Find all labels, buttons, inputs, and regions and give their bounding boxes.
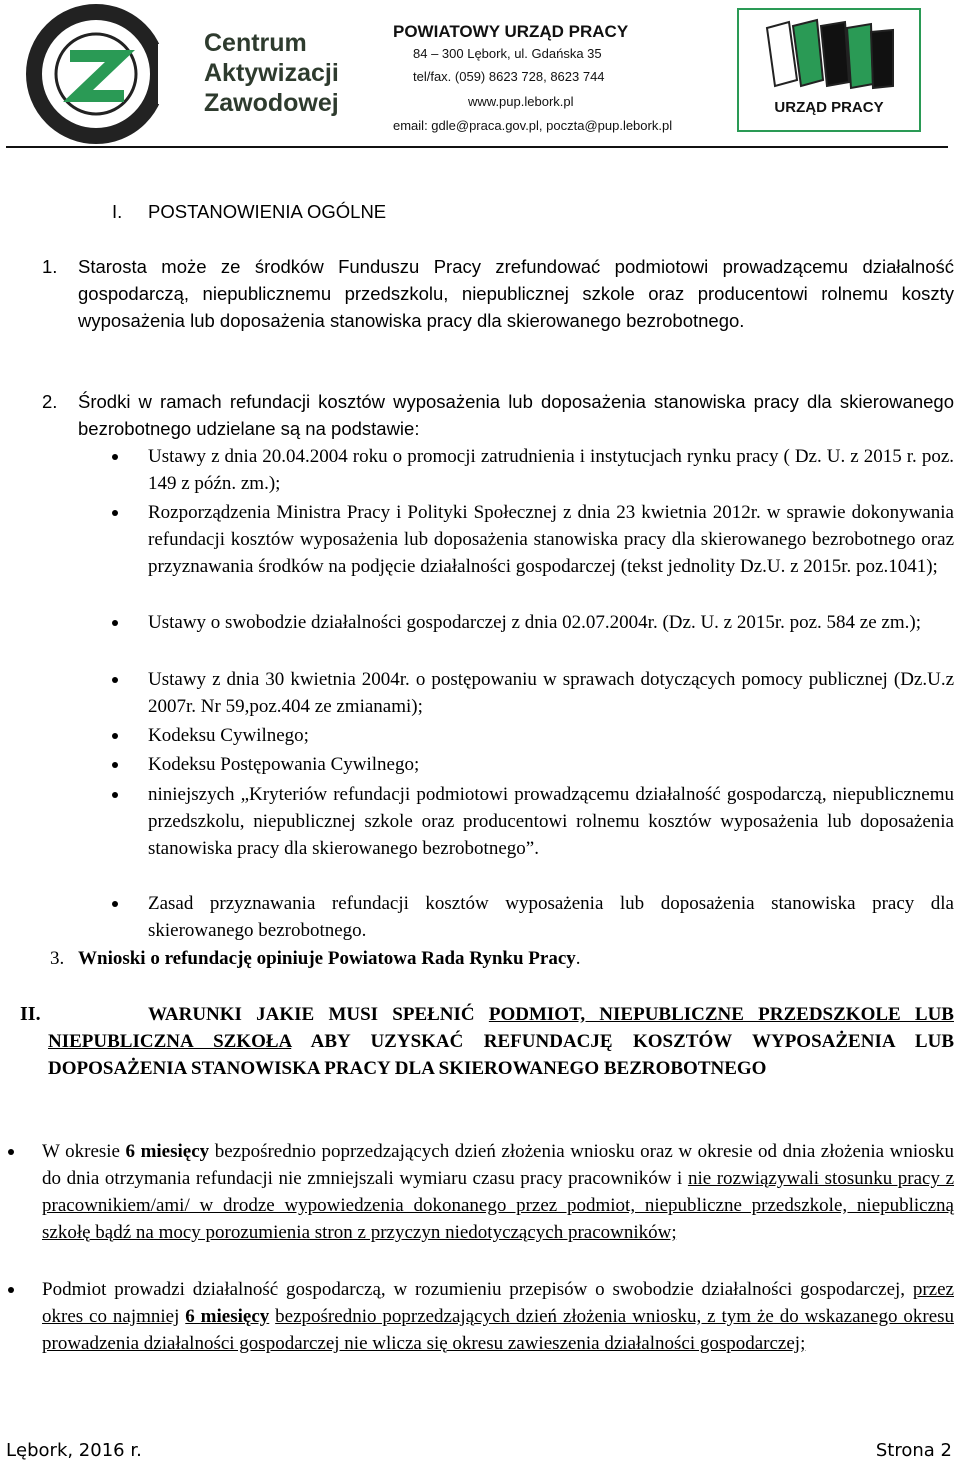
bullet-icon	[112, 901, 118, 907]
footer-location-date: Lębork, 2016 r.	[6, 1440, 142, 1461]
cz-title-line2: Aktywizacji	[204, 59, 339, 87]
bullet-icon	[112, 510, 118, 516]
p3-text	[78, 945, 954, 972]
pup-phone: tel/fax. (059) 8623 728, 8623 744	[413, 69, 605, 84]
p2-text: Środki w ramach refundacji kosztów wyposażenia lub doposażenia stanowiska pracy dla skierowanego bezrobotnego udzielane są na podstawie:	[78, 391, 954, 439]
urzad-pracy-logo-icon	[737, 8, 921, 132]
section1-heading-num: I.	[112, 201, 123, 222]
p2-num: 2.	[42, 391, 58, 412]
section2-heading	[48, 1001, 954, 1082]
section1-heading	[112, 198, 512, 225]
basis-item-3: Ustawy o swobodzie działalności gospodarczej z dnia 02.07.2004r. (Dz. U. z 2015r. poz. 584 ze zm.);	[148, 612, 921, 633]
bullet-icon	[8, 1149, 14, 1155]
cz-title-line3: Zawodowej	[204, 89, 339, 117]
p1-num: 1.	[42, 256, 58, 277]
section1-heading-text: POSTANOWIENIA OGÓLNE	[148, 201, 387, 222]
cz-logo-icon	[8, 4, 190, 144]
pup-email: email: gdle@praca.gov.pl, poczta@pup.lebork.pl	[393, 118, 673, 133]
condition-1-underlined: nie rozwiązywali stosunku pracy z pracownikiem/ami/ w drodze wypowiedzenia dokonanego przez podmiot, niepubliczne przedszkole, niepubliczną szkołę bądź na mocy porozumienia stron z przyczyn niedotyczących pracowników;	[42, 1168, 955, 1243]
condition-2-pre: Podmiot prowadzi działalność gospodarczą, w rozumieniu przepisów o swobodzie działalności gospodarczej,	[42, 1279, 906, 1300]
bullet-icon	[112, 733, 118, 739]
footer-page-number: Strona 2	[875, 1440, 952, 1461]
p1-text: Starosta może ze środków Funduszu Pracy zrefundować podmiotowi prowadzącemu działalność gospodarczą, niepublicznemu przedszkolu, niepublicznej szkole oraz producentowi rolnemu koszty wyposażenia lub doposażenia stanowiska pracy dla skierowanego bezrobotnego.	[78, 256, 954, 331]
condition-1-bold: 6 miesięcy	[125, 1141, 210, 1162]
basis-item-4: Ustawy z dnia 30 kwietnia 2004r. o postępowaniu w sprawach dotyczących pomocy publicznej (Dz.U.z 2007r. Nr 59,poz.404 ze zmianami);	[148, 669, 954, 717]
condition-2-underlined-a: przez okres co najmniej	[42, 1279, 954, 1327]
header-rule	[6, 146, 948, 148]
pup-www: www.pup.lebork.pl	[468, 94, 574, 109]
cz-title-line1: Centrum	[204, 29, 307, 57]
condition-2-underlined-b: bezpośrednio poprzedzających dzień złożenia wniosku, z tym że do wskazanego okresu prowadzenia działalności gospodarczej nie wlicza się okresu zawieszenia działalności gospodarczej;	[42, 1306, 955, 1354]
bullet-icon	[112, 762, 118, 768]
basis-item-1: Ustawy z dnia 20.04.2004 roku o promocji zatrudnienia i instytucjach rynku pracy ( Dz. U. z 2015 r. poz. 149 z późn. zm.);	[148, 446, 954, 494]
bullet-icon	[8, 1287, 14, 1293]
basis-item-7: niniejszych „Kryteriów refundacji podmiotowi prowadzącemu działalność gospodarczą, niepublicznemu przedszkolu, niepublicznej szkole oraz producentowi rolnemu kosztów wyposażenia lub doposażenia stanowiska pracy dla skierowanego bezrobotnego”.	[148, 784, 954, 859]
p3-bold: Wnioski o refundację opiniuje Powiatowa Rada Rynku Pracy	[78, 948, 576, 969]
section2-heading-b: PODMIOT, NIEPUBLICZNE PRZEDSZKOLE LUB NIEPUBLICZNA SZKOŁA	[48, 1004, 954, 1052]
p3-end: .	[575, 948, 581, 969]
condition-item-1	[42, 1138, 954, 1246]
pup-address: 84 – 300 Lębork, ul. Gdańska 35	[413, 46, 602, 61]
p3-num: 3.	[50, 948, 65, 969]
bullet-icon	[112, 620, 118, 626]
letterhead	[0, 0, 960, 150]
condition-1-mid: bezpośrednio poprzedzających dzień złożenia wniosku oraz w okresie od dnia złożenia wniosku do dnia otrzymania refundacji nie zmniejszali wymiaru czasu pracy pracowników i	[42, 1141, 955, 1189]
pup-name: POWIATOWY URZĄD PRACY	[393, 22, 629, 41]
basis-item-5: Kodeksu Cywilnego;	[148, 725, 309, 746]
urzad-pracy-logo-text: URZĄD PRACY	[774, 99, 884, 116]
section2-heading-num: II.	[20, 1003, 41, 1025]
basis-item-6: Kodeksu Postępowania Cywilnego;	[148, 754, 420, 775]
bullet-icon	[112, 454, 118, 460]
basis-item-2: Rozporządzenia Ministra Pracy i Polityki Społecznej z dnia 23 kwietnia 2012r. w sprawie dokonywania refundacji kosztów wyposażenia lub doposażenia stanowiska pracy dla skierowanego bezrobotnego oraz przyznawania środków na podjęcie działalności gospodarczej (tekst jednolity Dz.U. z 2015r. poz.1041);	[148, 502, 954, 577]
condition-1-pre: W okresie	[42, 1141, 120, 1162]
bullet-icon	[112, 792, 118, 798]
condition-2-bold: 6 miesięcy	[185, 1306, 270, 1327]
condition-item-2	[42, 1276, 954, 1357]
basis-item-8: Zasad przyznawania refundacji kosztów wyposażenia lub doposażenia stanowiska pracy dla skierowanego bezrobotnego.	[148, 893, 954, 941]
bullet-icon	[112, 677, 118, 683]
section2-heading-a: WARUNKI JAKIE MUSI SPEŁNIĆ	[148, 1004, 475, 1025]
section2-heading-c: ABY UZYSKAĆ REFUNDACJĘ KOSZTÓW WYPOSAŻENIA LUB DOPOSAŻENIA STANOWISKA PRACY DLA SKIEROWANEGO BEZROBOTNEGO	[48, 1031, 955, 1079]
